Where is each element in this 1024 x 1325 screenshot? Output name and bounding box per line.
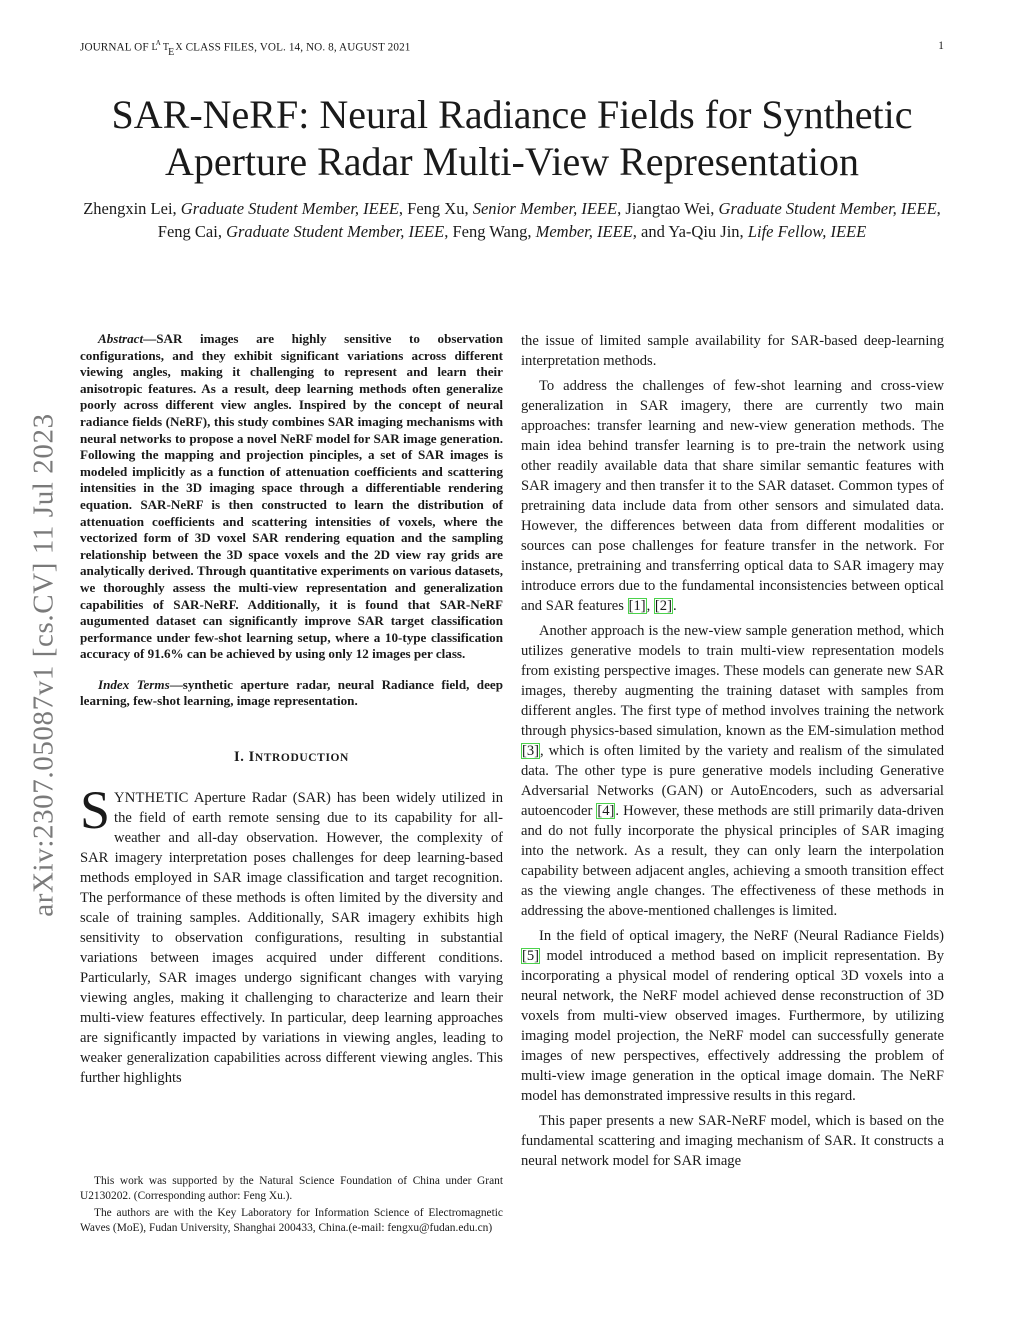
citation-3[interactable]: [3] bbox=[522, 743, 540, 759]
index-terms: Index Terms—synthetic aperture radar, neural Radiance field, deep learning, few-shot learning, image representation. bbox=[80, 676, 503, 709]
arxiv-stamp bbox=[27, 360, 61, 970]
author-list: Zhengxin Lei, Graduate Student Member, IEEE, Feng Xu, Senior Member, IEEE, Jiangtao Wei, Graduate Student Member, IEEE, Feng Cai, Graduate Student Member, IEEE, Feng Wang, Member, IEEE, and Ya-Qiu Jin, Life Fellow, IEEE bbox=[83, 199, 941, 241]
latex-logo: $L^A$ $T_EX$ bbox=[151, 39, 183, 59]
drop-cap: S bbox=[80, 780, 111, 841]
paragraph-nerf-optical: In the field of optical imagery, the NeRF (Neural Radiance Fields) [5] model introduced a method based on implicit representation. By incorporating a physical model of rendering optical 3D voxels into a neural network, the NeRF model achieved dense reconstruction of 3D voxels from multi-view observed images. Furthermore, by utilizing imaging model projection, the NeRF model can successfully generate images of new perspectives, effectively addressing the problem of multi-view image generation in the optical image domain. The NeRF model has demonstrated impressive results in this regard. bbox=[521, 928, 944, 1104]
abstract-label: Abstract bbox=[98, 331, 144, 346]
abstract-text: SAR images are highly sensitive to observation configurations, and they exhibit significant variations across different viewing angles, making it challenging to represent and learn their anisotropic features. As a result, deep learning methods often generalize poorly across different view angles. Inspired by the concept of neural radiance fields (NeRF), this study combines SAR imaging mechanisms with neural networks to propose a novel NeRF model for SAR image generation. Following the mapping and projection pinciples, a set of SAR images is modeled implicitly as a function of attenuation coefficients and scattering intensities in the 3D imaging space through a differentiable rendering equation. SAR-NeRF is then constructed to learn the distribution of attenuation coefficients and scattering intensities of voxels, where the vectorized form of 3D voxel SAR rendering equation and the sampling relationship between the 3D space voxels and the 2D view ray grids are analytically derived. Through quantitative experiments on various datasets, we thoroughly assess the multi-view representation and generalization capabilities of SAR-NeRF. Additionally, it is found that SAR-NeRF augumented dataset can significantly improve SAR target classification performance under few-shot learning setup, where a 10-type classification accuracy of 91.6% can be achieved by using only 12 images per class. bbox=[80, 331, 503, 662]
citation-4[interactable]: [4] bbox=[597, 803, 615, 819]
paragraph-sar-nerf-intro: This paper presents a new SAR-NeRF model, which is based on the fundamental scattering and imaging mechanism of SAR. It constructs a neural network model for SAR image bbox=[521, 1113, 944, 1169]
title-line-1: SAR-NeRF: Neural Radiance Fields for Synthetic bbox=[111, 92, 913, 137]
page-number: 1 bbox=[938, 40, 944, 52]
introduction-paragraph: SYNTHETIC Aperture Radar (SAR) has been widely utilized in the field of earth remote sensing due to its capability for all-weather and all-day observation. However, the complexity of SAR imagery interpretation poses challenges for deep learning-based methods employed in SAR image classification and target recognition. The performance of these methods is often limited by the diversity and scale of training samples. Additionally, SAR imagery exhibits high sensitivity to observation configurations, resulting in substantial variations between images acquired under different conditions. Particularly, SAR images undergo significant changes with varying viewing angles, making it challenging to characterize and learn their multi-view features effectively. In particular, deep learning approaches are significantly impacted by variations in viewing angles, leading to weaker generalization capabilities across different viewing angles. This further highlights bbox=[80, 780, 503, 1087]
paragraph-continued: the issue of limited sample availability for SAR-based deep-learning interpretation methods. bbox=[521, 333, 944, 369]
paper-title bbox=[60, 91, 964, 185]
index-terms-text: synthetic aperture radar, neural Radiance field, deep learning, few-shot learning, image representation. bbox=[80, 676, 503, 709]
left-column bbox=[80, 331, 503, 1088]
citation-1[interactable]: [1] bbox=[628, 598, 646, 614]
footnote-funding: This work was supported by the Natural Science Foundation of China under Grant U2130202. (Corresponding author: Feng Xu.). bbox=[80, 1175, 503, 1202]
right-column bbox=[521, 331, 944, 1171]
journal-name: JOURNAL OF $L^A$ $T_EX$ CLASS FILES, VOL. 14, NO. 8, AUGUST 2021 bbox=[80, 39, 411, 59]
citation-2[interactable]: [2] bbox=[654, 598, 672, 614]
footnotes bbox=[80, 1174, 503, 1236]
footnote-affiliation: The authors are with the Key Laboratory for Information Science of Electromagnetic Waves (MoE), Fudan University, Shanghai 200433, China.(e-mail: fengxu@fudan.edu.cn) bbox=[80, 1207, 503, 1234]
running-header bbox=[80, 39, 944, 59]
title-line-2: Aperture Radar Multi-View Representation bbox=[164, 139, 860, 184]
index-terms-label: Index Terms bbox=[98, 676, 170, 692]
paragraph-new-view-generation: Another approach is the new-view sample generation method, which utilizes generative models to train multi-view representation models from existing perspective images. These models can generate new SAR images, thereby augmenting the training dataset with samples from different angles. The first type of method involves training the network through physics-based simulation, known as the EM-simulation method [3], which is often limited by the variety and realism of the simulated data. The other type is pure generative models including Generative Adversarial Networks (GAN) or AutoEncoders, such as adversarial autoencoder [4]. However, these methods are still primarily data-driven and do not fully incorporate the physical principles of SAR imaging into the network. As a result, they can only learn the interpolation capability between adjacent angles, achieving a smooth transition effect as the viewing angle changes. The effectiveness of these methods in addressing the above-mentioned challenges is limited. bbox=[521, 623, 944, 919]
citation-5[interactable]: [5] bbox=[522, 948, 540, 964]
section-heading-introduction: I. INTRODUCTION bbox=[234, 749, 349, 766]
paragraph-transfer-learning: To address the challenges of few-shot learning and cross-view generalization in SAR imagery, there are currently two main approaches: transfer learning and new-view generation methods. The main idea behind transfer learning is to pre-train the network using other readily available data that share similar semantic features with SAR imagery and then transfer it to the SAR dataset. Common types of pretraining data include data from other sensors and simulated data. However, the differences between data from different modalities or sources can pose challenges for feature transfer in the network. For instance, pretraining and transferring optical data to SAR imagery may introduce errors due to the fundamental inconsistencies between optical and SAR features [1], [2]. bbox=[521, 378, 944, 614]
arxiv-id: arXiv:2307.05087v1 [cs.CV] 11 Jul 2023 bbox=[27, 413, 60, 917]
abstract: Abstract—SAR images are highly sensitive to observation configurations, and they exhibit significant variations across different viewing angles, making it challenging to represent and learn their anisotropic features. As a result, deep learning methods often generalize poorly across different view angles. Inspired by the concept of neural radiance fields (NeRF), this study combines SAR imaging mechanisms with neural networks to propose a novel NeRF model for SAR image generation. Following the mapping and projection pinciples, a set of SAR images is modeled implicitly as a function of attenuation coefficients and scattering intensities in the 3D imaging space through a differentiable rendering equation. SAR-NeRF is then constructed to learn the distribution of attenuation coefficients and scattering intensities of voxels, where the vectorized form of 3D voxel SAR rendering equation and the sampling relationship between the 3D space voxels and the 2D view ray grids are analytically derived. Through quantitative experiments on various datasets, we thoroughly assess the multi-view representation and generalization capabilities of SAR-NeRF. Additionally, it is found that SAR-NeRF augumented dataset can significantly improve SAR target classification performance under few-shot learning setup, where a 10-type classification accuracy of 91.6% can be achieved by using only 12 images per class. bbox=[80, 331, 503, 662]
